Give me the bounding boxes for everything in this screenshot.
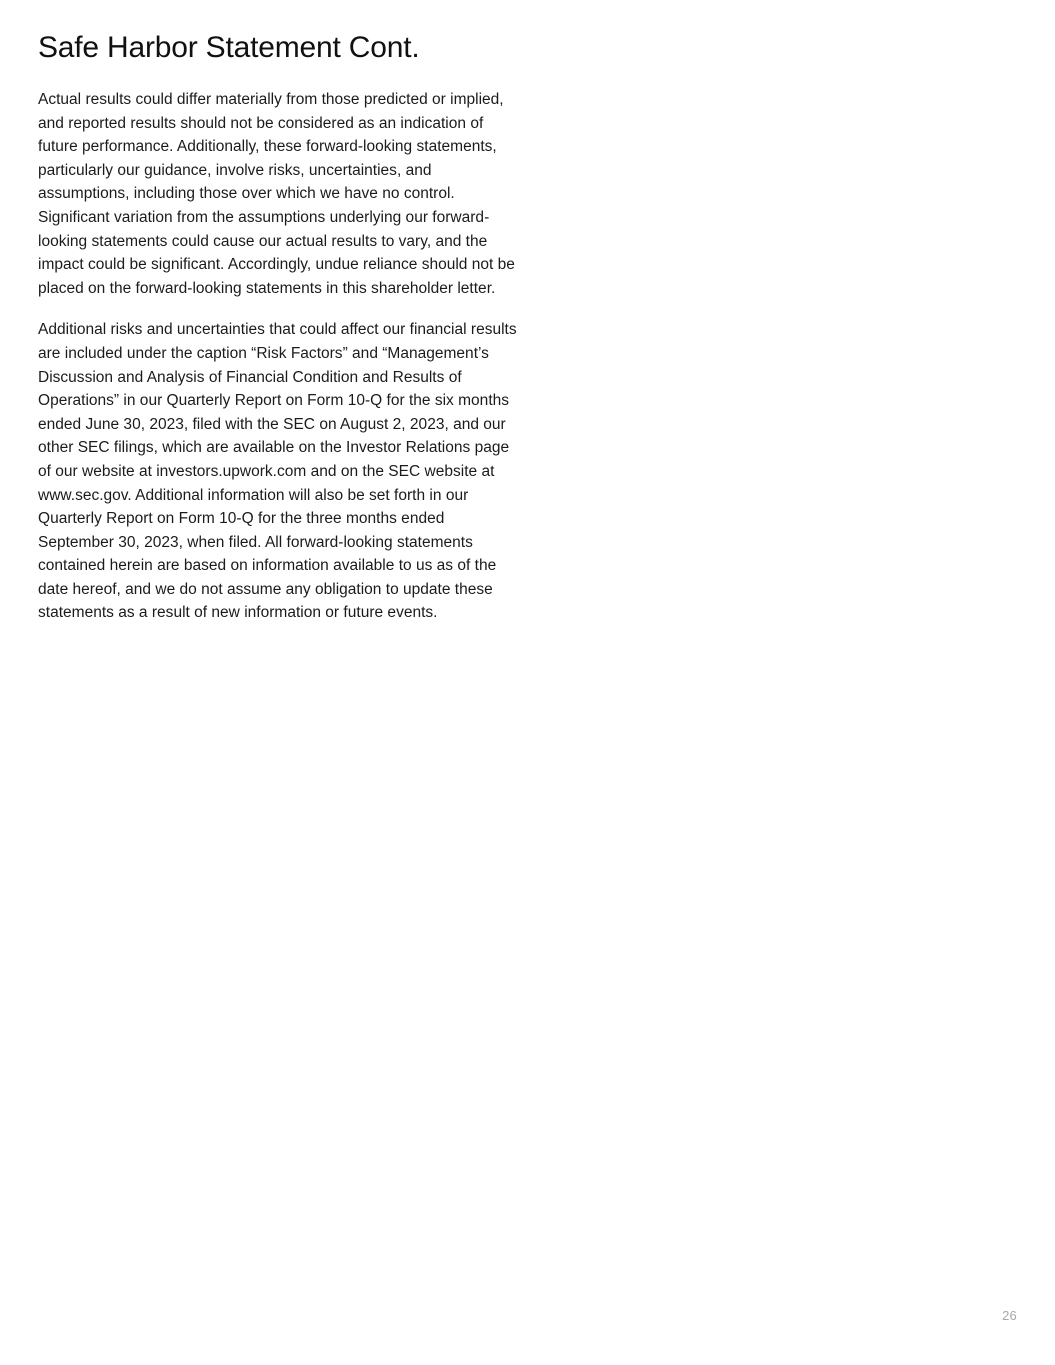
body-paragraph-1: Actual results could differ materially from those predicted or implied, and reported results should not be considered as an indication of future performance. Additionally, these forward-looking statements, particularly our guidance, involve risks, uncertainties, and assumptions, including those over which we have no control. Significant variation from the assumptions underlying our forward-looking statements could cause our actual results to vary, and the impact could be significant. Accordingly, undue reliance should not be placed on the forward-looking statements in this shareholder letter. bbox=[38, 91, 515, 297]
body-paragraph-2: Additional risks and uncertainties that could affect our financial results are included under the caption “Risk Factors” and “Management’s Discussion and Analysis of Financial Condition and Results of Operations” in our Quarterly Report on Form 10-Q for the six months ended June 30, 2023, filed with the SEC on August 2, 2023, and our other SEC filings, which are available on the Investor Relations page of our website at investors.upwork.com and on the SEC website at www.sec.gov. Additional information will also be set forth in our Quarterly Report on Form 10-Q for the three months ended September 30, 2023, when filed. All forward-looking statements contained herein are based on information available to us as of the date hereof, and we do not assume any obligation to update these statements as a result of new information or future events. bbox=[38, 321, 517, 622]
page-title: Safe Harbor Statement Cont. bbox=[38, 31, 420, 64]
page-content bbox=[38, 30, 518, 625]
page-number: 26 bbox=[1002, 1308, 1017, 1323]
